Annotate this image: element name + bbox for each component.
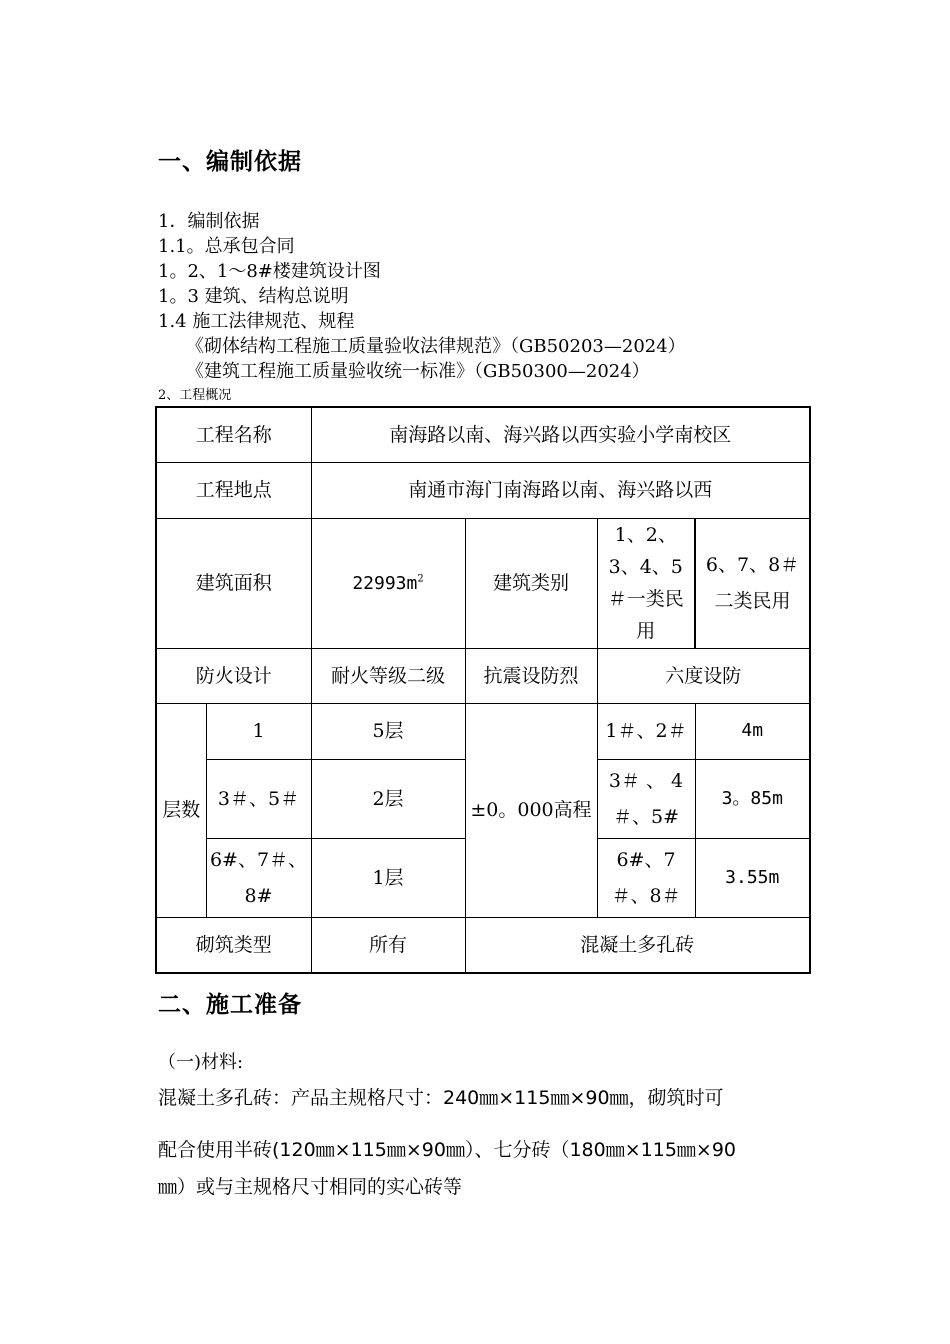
project-overview-table: [155, 406, 811, 974]
masonry-value: 混凝土多孔砖: [465, 917, 810, 973]
project-site-label: 工程地点: [156, 462, 311, 518]
seismic-value: 六度设防: [597, 648, 810, 703]
bldg-row-1: 1: [206, 703, 311, 759]
group-row-1: 1＃、2＃: [597, 703, 695, 759]
materials-subheading: （一)材料:: [158, 1052, 244, 1073]
height-row-2: 3。85m: [695, 759, 810, 838]
height-row-1: 4m: [695, 703, 810, 759]
basis-line-5: 1.4 施工法律规范、规程: [158, 311, 355, 332]
floors-label: 层数: [156, 703, 206, 917]
category-b: 6、7、8＃二类民用: [695, 518, 810, 648]
area-label: 建筑面积: [156, 518, 311, 648]
bldg-row-3: 6#、7＃、8#: [206, 838, 311, 917]
masonry-scope: 所有: [311, 917, 465, 973]
floors-row-2: 2层: [311, 759, 465, 838]
materials-para-line-1: 混凝土多孔砖：产品主规格尺寸：240㎜×115㎜×90㎜，砌筑时可: [158, 1087, 724, 1109]
height-row-3: 3.55m: [695, 838, 810, 917]
section-heading-1: 一、编制依据: [158, 149, 302, 175]
area-value: $22993m^2$: [311, 518, 465, 648]
floors-row-3: 1层: [311, 838, 465, 917]
fire-label: 防火设计: [156, 648, 311, 703]
section-heading-2: 二、施工准备: [158, 992, 302, 1018]
basis-line-1: 1．编制依据: [158, 211, 260, 232]
category-a: 1、2、3、4、5＃一类民用: [597, 518, 695, 648]
group-row-3: 6#、7＃、8＃: [597, 838, 695, 917]
standard-line-2: 《建筑工程施工质量验收统一标准》（GB50300—2024）: [186, 361, 650, 382]
standard-line-1: 《砌体结构工程施工质量验收法律规范》（GB50203—2024）: [186, 336, 686, 357]
category-label: 建筑类别: [465, 518, 597, 648]
seismic-label: 抗震设防烈: [465, 648, 597, 703]
project-site-value: 南通市海门南海路以南、海兴路以西: [311, 462, 810, 518]
floors-row-1: 5层: [311, 703, 465, 759]
bldg-row-2: 3＃、5＃: [206, 759, 311, 838]
fire-value: 耐火等级二级: [311, 648, 465, 703]
basis-line-4: 1。3 建筑、结构总说明: [158, 286, 349, 307]
masonry-label: 砌筑类型: [156, 917, 311, 973]
elevation-value: ±0。000高程: [465, 703, 597, 917]
basis-line-2: 1.1。总承包合同: [158, 236, 295, 257]
basis-line-3: 1。2、1～8#楼建筑设计图: [158, 261, 381, 282]
group-row-2: 3＃ 、 4＃、5#: [597, 759, 695, 838]
project-name-label: 工程名称: [156, 407, 311, 462]
materials-para-line-3: ㎜）或与主规格尺寸相同的实心砖等: [158, 1176, 463, 1198]
materials-para-line-2: 配合使用半砖(120㎜×115㎜×90㎜）、七分砖（180㎜×115㎜×90: [158, 1139, 737, 1161]
project-name-value: 南海路以南、海兴路以西实验小学南校区: [311, 407, 810, 462]
overview-label: 2、工程概况: [158, 388, 232, 403]
